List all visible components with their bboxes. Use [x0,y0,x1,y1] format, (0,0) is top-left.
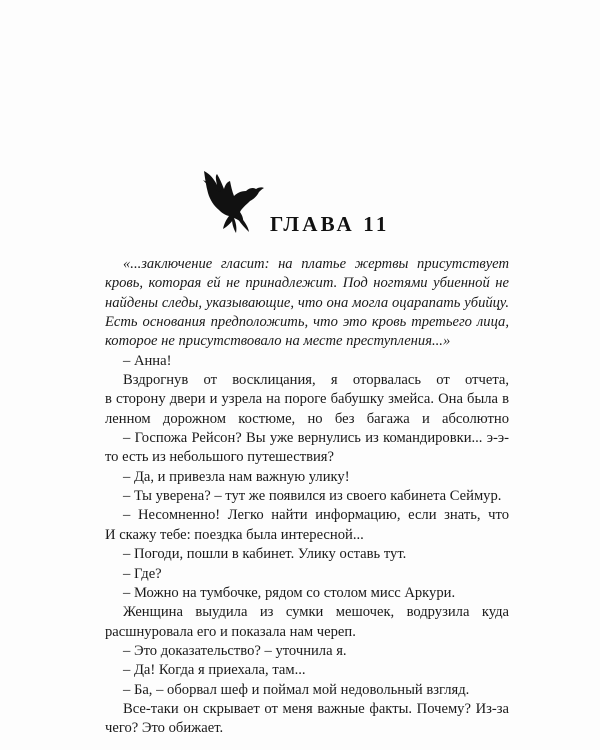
body-text [105,255,509,739]
text-line: «...заключение гласит: на платье жертвы присутствует [123,256,509,272]
text-line: – Анна! [123,352,172,369]
text-line: – Да! Когда я приехала, там... [123,662,306,679]
text-line: – Можно на тумбочке, рядом со столом мисс Аркури. [123,584,456,601]
text-line: Все-таки он скрывает от меня важные факты. Почему? Из-за [123,700,509,717]
text-line: – Ты уверена? – тут же появился из своего кабинета Сеймур. [123,488,502,505]
text-line: найдены следы, указывающие, что она могла оцарапать убийцу. [105,294,509,311]
chapter-title: ГЛАВА 11 [270,212,390,236]
text-line: – Госпожа Рейсон? Вы уже вернулись из командировки... э-э- [123,430,509,447]
text-line: – Да, и привезла нам важную улику! [123,468,350,485]
text-line: ленном дорожном костюме, но без багажа и абсолютно [105,410,509,427]
text-line: – Ба, – оборвал шеф и поймал мой недовольный взгляд. [123,681,470,698]
text-line: – Это доказательство? – уточнила я. [123,642,347,659]
text-line: расшнуровала его и показала нам череп. [105,623,356,640]
text-line: которое не присутствовало на месте преступления...» [105,333,451,350]
text-line: в сторону двери и узрела на пороге бабушку змейса. Она была в [105,391,509,408]
text-line: – Погоди, пошли в кабинет. Улику оставь тут. [123,546,407,563]
text-line: Вздрогнув от восклицания, я оторвалась от отчета, [123,372,509,389]
text-line: И скажу тебе: поездка была интересной... [105,526,364,543]
text-line: Женщина выудила из сумки мешочек, водрузила куда [123,604,509,621]
text-line: чего? Это обижает. [105,720,224,737]
text-line: – Где? [123,565,162,582]
text-line: – Несомненно! Легко найти информацию, если знать, что [123,507,509,524]
text-line: кровь, которая ей не принадлежит. Под ногтями убиенной не [105,275,509,292]
text-line: то есть из небольшого путешествия? [105,449,334,466]
raven-icon [196,166,276,234]
text-line: Есть основания предположить, что это кровь третьего лица, [105,314,509,331]
chapter-heading [196,166,456,236]
